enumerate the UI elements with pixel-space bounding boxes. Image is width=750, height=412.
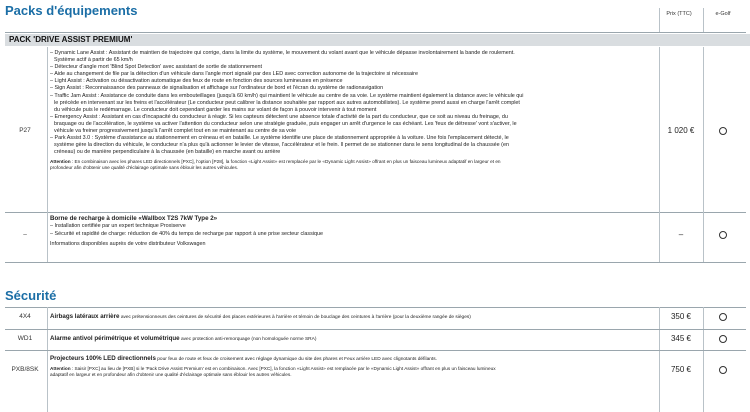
option-description: Alarme antivol périmétrique et volumétrique avec protection anti-remorquage (non homologuée norme SRA) [50, 335, 317, 342]
column-divider [703, 307, 704, 412]
row-divider [5, 212, 746, 213]
option-description: Projecteurs 100% LED directionnels pour feux de route et feux de croisement avec réglage dynamique du site des phares et Feux arrière LED avec clignotants défilants. [50, 355, 437, 362]
column-header-model: e-Golf [715, 11, 731, 17]
pack-description: – Dynamic Lane Assist : Assistant de maintien de trajectoire qui corrige, dans la limite du système, le mouvement du volant avant que le véhicule dépasse involontairement la bande de roulement. Système actif à partir de 65 km/h – Détecteur d'angle mort 'Blind Spot Detection' avec assistant de sortie de stationnement – Aide au changement de file par la détection d'un véhicule dans l'angle mort signalé par des LED avec correction autonome de la trajectoire si nécessaire – Light Assist : Activation ou désactivation automatique des feux de route en fonction des sources lumineuses en présence – Sign Assist : Reconnaissance des panneaux de signalisation et affichage sur l'ordinateur de bord et l'écran du système de radionavigation – Traffic Jam Assist : Assistance de conduite dans les embouteillages (jusqu'à 60 km/h) qui maintient le véhicule au centre de sa voie. Le système maintient également la distance avec le véhicule qui le précède en intervenant sur les freins et l'accélérateur (Le conducteur peut calibrer la distance souhaitée par rapport aux autres automobilistes). Le système prend aussi en charge l'arrêt complet du véhicule puis le redémarrage. Le conducteur doit cependant garder les mains sur volant de façon à pouvoir intervenir à tout moment – Emergency Assist : Assistant en cas d'incapacité du conducteur à réagir. Si les capteurs détectent une absence totale d'activité de la part du conducteur, que ce soit au niveau du freinage, du braquage ou de l'accélération, le système va activer l'attention du conducteur selon une stratégie graduée, puis engager un arrêt d'urgence le cas échéant. Les 'feux de détresse' vont s'activer, le véhicule va freiner progressivement jusqu'à l'arrêt complet tout en se maintenant au centre de sa voie – Park Assist 3.0 : Système d'assistance au stationnement en créneau et en bataille. Le système identifie une place de stationnement appropriée à la voiture. Une fois l'emplacement détecté, le système gère la direction du véhicule, le conducteur n'a plus qu'à actionner le levier de vitesse, l'accélérateur et le frein. Il permet de se stationner dans le sens longitudinal de la chaussée (en créneau) ou de manière perpendiculaire à la chaussée (en bataille) en marche avant ou arrière [50, 50, 524, 156]
column-divider [659, 47, 660, 212]
option-code: PXB/8SK [11, 366, 39, 373]
column-divider [47, 212, 48, 262]
column-divider [659, 307, 660, 412]
pack-attention-note: Attention : En combinaison avec les phares LED directionnels [PXC], l'option [P28], la fonction «Light Assist» est remplacée par le «Dynamic Light Assist» offrant en plus un faisceau lumineux adaptatif en largeur et en profondeur afin d'obtenir une qualité d'éclairage optimale sans éblouir les autres véhicules. [50, 159, 501, 170]
pack-price: 1 020 € [667, 126, 695, 135]
row-divider [5, 329, 746, 330]
availability-circle-icon [719, 335, 727, 343]
option-price: 750 € [670, 365, 692, 374]
availability-circle-icon [719, 366, 727, 374]
section-title-securite: Sécurité [5, 288, 57, 303]
column-divider [47, 47, 48, 212]
row-divider [5, 350, 746, 351]
table-top-line [5, 307, 746, 308]
borne-description: Borne de recharge à domicile «Wallbox T2S 7kW Type 2» – Installation certifiée par un expert technique Proxiserve – Sécurité et rapidité de charge: réduction de 40% du temps de recharge par rapport à une prise secteur classique Informations disponibles auprès de votre distributeur Volkswagen [50, 215, 323, 248]
availability-circle-icon [719, 231, 727, 239]
pack-title: PACK 'DRIVE ASSIST PREMIUM' [5, 34, 750, 46]
option-code: WD1 [17, 335, 33, 342]
table-top-line [5, 32, 746, 33]
column-divider [703, 8, 704, 32]
option-attention-note: Attention : Saisir [PXC] au lieu de [PXB] si le 'Pack Drive Assist Premium' est en combinaison. Avec [PXC], la fonction «Light Assist» est remplacée par le «Dynamic Light Assist» offrant en plus un faisceau lumineux adaptatif en largeur et en profondeur afin d'obtenir une qualité d'éclairage optimale sans éblouir les autres véhicules. [50, 366, 496, 377]
option-code: 4X4 [19, 313, 31, 320]
availability-circle-icon [719, 127, 727, 135]
option-code: – [23, 231, 27, 238]
table-bottom-line [5, 262, 746, 263]
option-price: 350 € [670, 312, 692, 321]
borne-price: – [678, 230, 684, 239]
column-header-price: Prix (TTC) [666, 11, 692, 17]
section-title-packs: Packs d'équipements [5, 3, 138, 18]
column-divider [659, 8, 660, 32]
column-divider [659, 212, 660, 262]
column-divider [47, 307, 48, 412]
column-divider [703, 212, 704, 262]
column-divider [703, 47, 704, 212]
option-code: P27 [19, 127, 31, 134]
option-description: Airbags latéraux arrière avec prétensionneurs des ceintures de sécurité des places extérieures à l'arrière et témoin de bouclage des ceintures à l'arrière (pour la deuxième rangée de sièges) [50, 313, 471, 320]
availability-circle-icon [719, 313, 727, 321]
option-price: 345 € [670, 334, 692, 343]
